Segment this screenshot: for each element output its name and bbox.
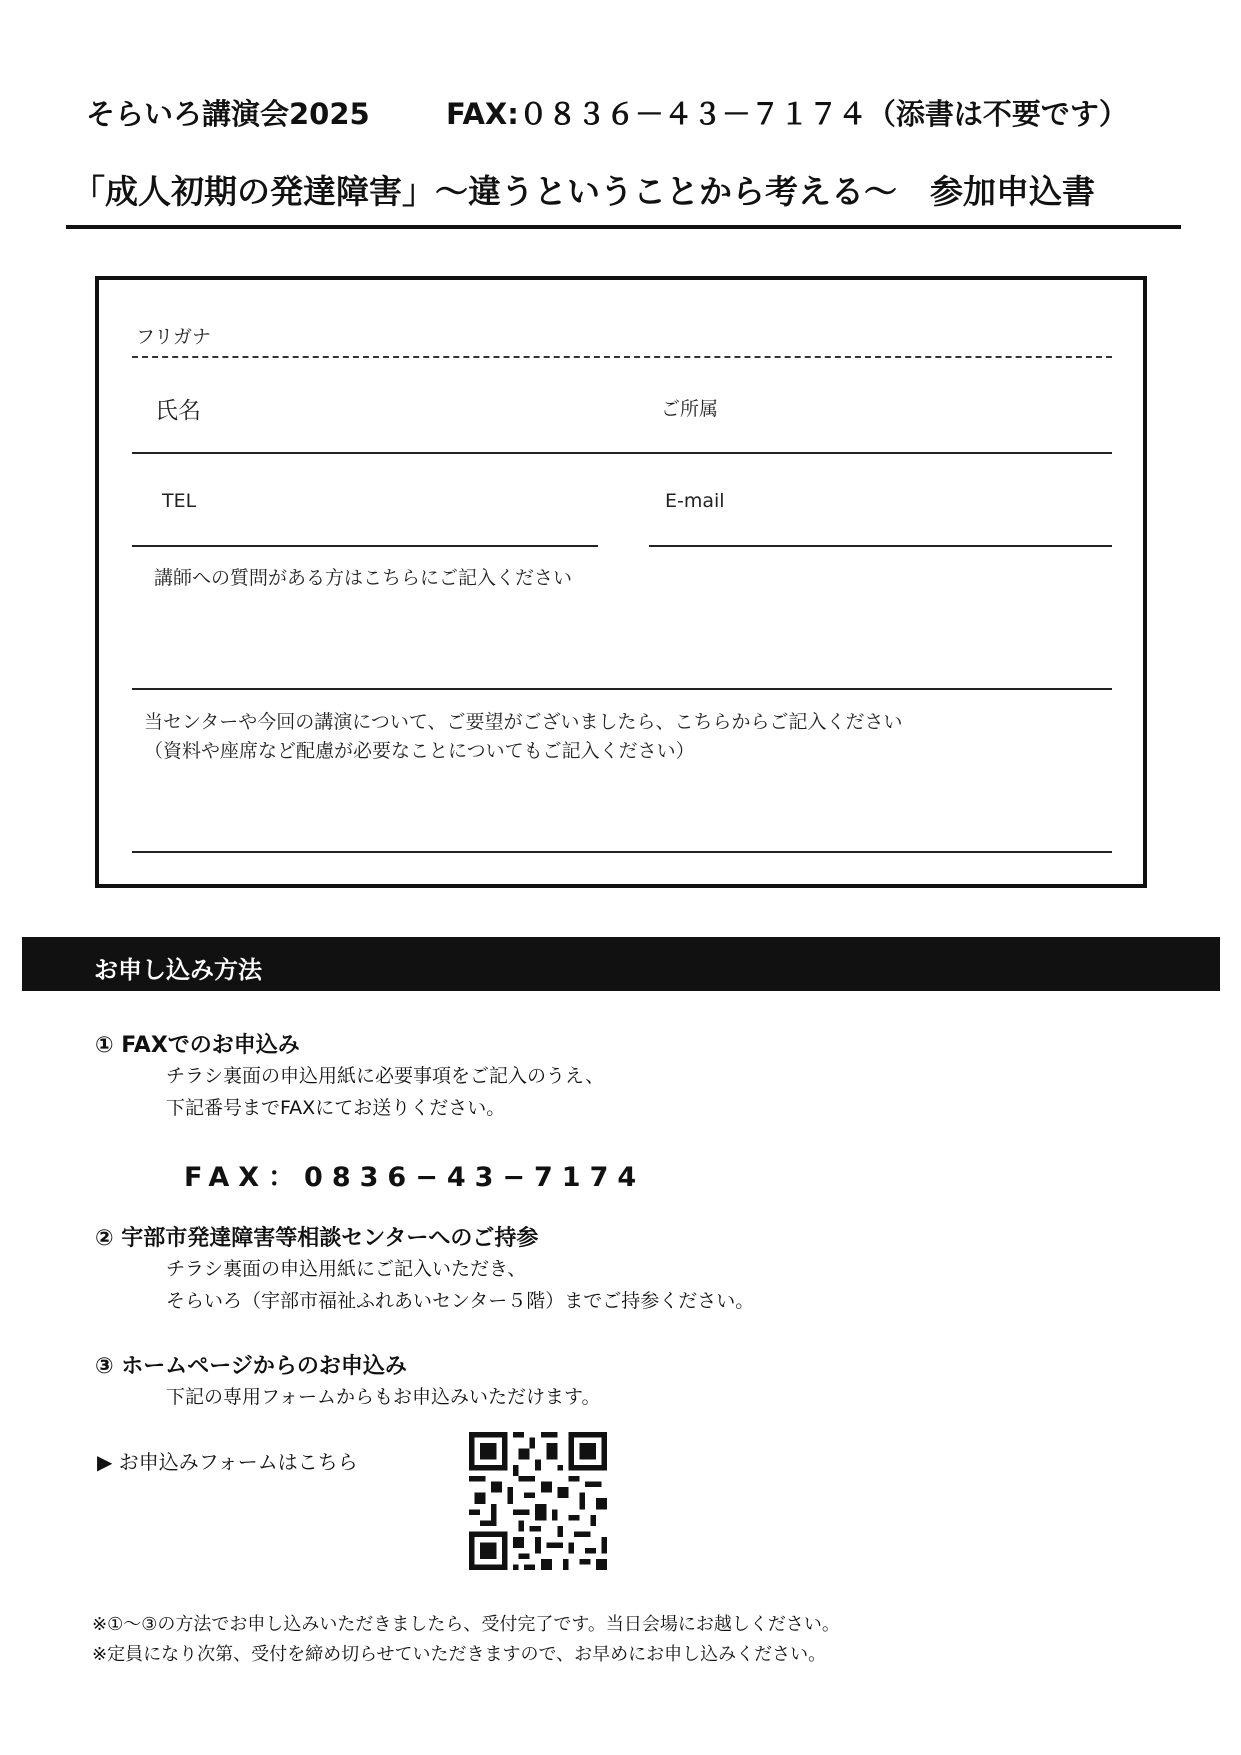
- name-label: 氏名: [155, 398, 201, 424]
- tel-label: TEL: [162, 490, 197, 512]
- method3-title: ③ ホームページからのお申込み: [95, 1354, 407, 1379]
- method2-title: ② 宇部市発達障害等相談センターへのご持参: [95, 1226, 539, 1251]
- question-label: 講師への質問がある方はこちらにご記入ください: [154, 567, 573, 589]
- note-complete: ※①～③の方法でお申し込みいただきましたら、受付完了です。当日会場にお越しください。: [92, 1614, 840, 1635]
- header-divider: [66, 225, 1181, 229]
- application-form: [95, 276, 1147, 888]
- qr-code[interactable]: [469, 1432, 607, 1570]
- method2-line1: チラシ裏面の申込用紙にご記入いただき、: [166, 1258, 527, 1280]
- method2-line2: そらいろ（宇部市福祉ふれあいセンター５階）までご持参ください。: [166, 1290, 755, 1312]
- tel-field[interactable]: [132, 545, 598, 547]
- page-title: 「成人初期の発達障害」～違うということから考える～ 参加申込書: [72, 172, 1095, 211]
- section-header-apply: [22, 937, 1220, 991]
- method1-line1: チラシ裏面の申込用紙に必要事項をご記入のうえ、: [166, 1065, 605, 1087]
- header-fax: FAX:０８３６－４３－７１７４（添書は不要です）: [446, 97, 1128, 131]
- header-line: [86, 92, 1128, 133]
- request-note: （資料や座席など配慮が必要なことについてもご記入ください）: [144, 740, 695, 762]
- method1-title: ① FAXでのお申込み: [95, 1033, 300, 1058]
- email-field[interactable]: [649, 545, 1112, 547]
- fax-number: FAX：0836−43−7174: [184, 1162, 646, 1193]
- request-label: 当センターや今回の講演について、ご要望がございましたら、こちらからご記入ください: [144, 711, 903, 733]
- form-link[interactable]: ▶ お申込みフォームはこちら: [97, 1450, 358, 1474]
- name-affiliation-field[interactable]: [132, 452, 1112, 454]
- method3-line1: 下記の専用フォームからもお申込みいただけます。: [166, 1386, 601, 1408]
- question-field[interactable]: [132, 688, 1112, 690]
- method1-line2: 下記番号までFAXにてお送りください。: [166, 1097, 506, 1119]
- furigana-label: フリガナ: [136, 326, 212, 348]
- affiliation-label: ご所属: [661, 398, 719, 420]
- note-deadline: ※定員になり次第、受付を締め切らせていただきますので、お早めにお申し込みください。: [92, 1644, 827, 1665]
- event-name: そらいろ講演会2025: [86, 97, 370, 131]
- furigana-field[interactable]: [132, 356, 1112, 358]
- email-label: E-mail: [665, 490, 725, 512]
- section-title: お申し込み方法: [94, 956, 262, 984]
- request-field[interactable]: [132, 851, 1112, 853]
